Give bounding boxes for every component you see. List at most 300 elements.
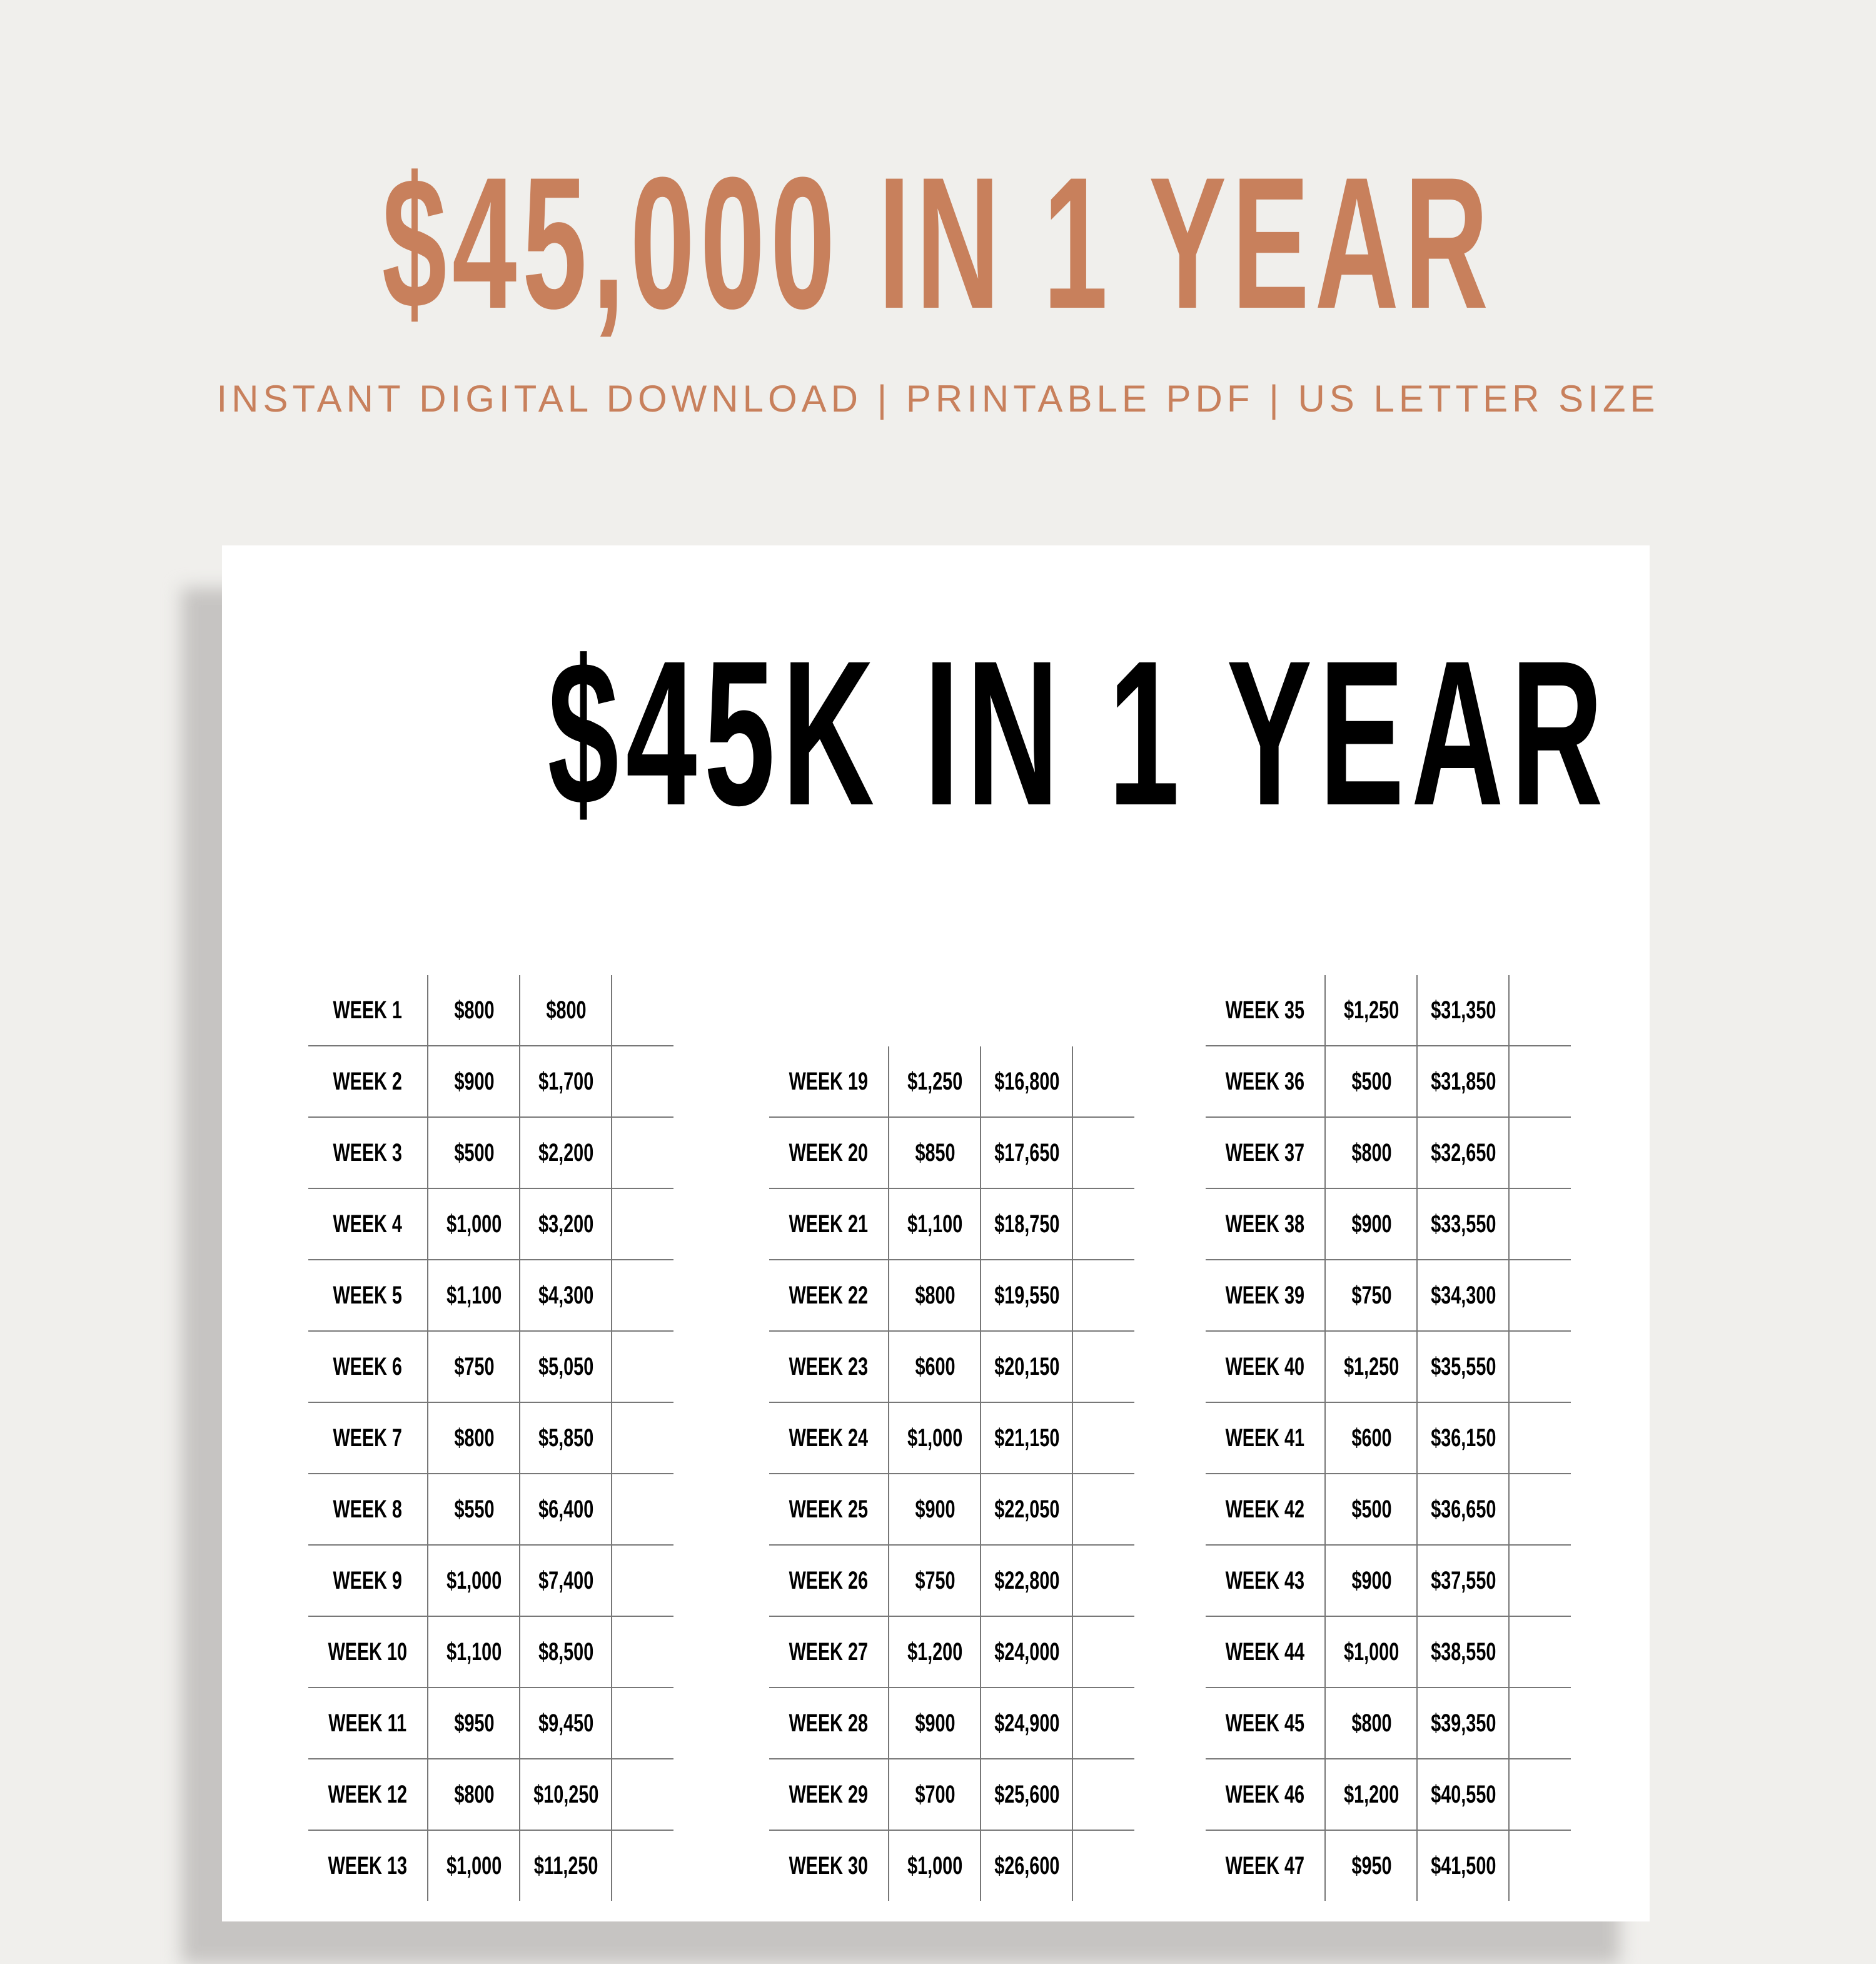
checkbox-cell[interactable]: [1508, 1260, 1572, 1330]
weekly-amount: [888, 1118, 981, 1188]
week-label: [769, 1403, 888, 1473]
running-total: [980, 1546, 1073, 1616]
weekly-amount: [1324, 1617, 1418, 1687]
running-total: [1416, 1831, 1510, 1901]
weekly-amount: [427, 1759, 520, 1830]
running-total-text: $6,400: [538, 1496, 594, 1523]
running-total-text: $3,200: [538, 1210, 594, 1238]
week-label-text: WEEK 5: [333, 1282, 403, 1309]
table-row: [769, 1403, 1134, 1474]
weekly-amount: [1324, 1759, 1418, 1830]
week-label: [769, 1260, 888, 1330]
checkbox-cell[interactable]: [1072, 1617, 1136, 1687]
week-label: [308, 1546, 427, 1616]
running-total: [1416, 1046, 1510, 1116]
running-total: [1416, 1617, 1510, 1687]
running-total: [980, 1759, 1073, 1830]
table-row: [769, 1474, 1134, 1546]
running-total: [1416, 1332, 1510, 1402]
weekly-amount-text: $900: [1351, 1567, 1392, 1594]
running-total: [519, 1617, 612, 1687]
week-label-text: WEEK 45: [1225, 1709, 1305, 1737]
weekly-amount-text: $1,100: [446, 1638, 502, 1666]
checkbox-cell[interactable]: [1072, 1546, 1136, 1616]
table-row: [769, 1046, 1134, 1118]
checkbox-cell[interactable]: [611, 1546, 675, 1616]
running-total: [1416, 1546, 1510, 1616]
running-total: [519, 1189, 612, 1259]
week-label: [769, 1046, 888, 1116]
table-row: [769, 1546, 1134, 1617]
weekly-amount: [888, 1403, 981, 1473]
week-label: [308, 1403, 427, 1473]
weekly-amount-text: $550: [454, 1496, 495, 1523]
table-row: [308, 1189, 673, 1260]
running-total-text: $19,550: [994, 1282, 1060, 1309]
running-total-text: $18,750: [994, 1210, 1060, 1238]
table-row: [1206, 1474, 1571, 1546]
running-total: [519, 1474, 612, 1544]
week-label-text: WEEK 42: [1225, 1496, 1305, 1523]
table-row: [1206, 1688, 1571, 1759]
week-label-text: WEEK 7: [333, 1424, 403, 1452]
week-label: [1206, 1617, 1324, 1687]
checkbox-cell[interactable]: [611, 1189, 675, 1259]
running-total: [519, 1332, 612, 1402]
checkbox-cell[interactable]: [611, 1046, 675, 1116]
week-label-text: WEEK 8: [333, 1496, 403, 1523]
weekly-amount: [1324, 1260, 1418, 1330]
week-label: [769, 1831, 888, 1901]
running-total-text: $9,450: [538, 1709, 594, 1737]
running-total-text: $800: [546, 996, 587, 1024]
running-total: [980, 1189, 1073, 1259]
week-label: [308, 1831, 427, 1901]
weekly-amount: [427, 1260, 520, 1330]
table-row: [769, 1831, 1134, 1902]
week-label: [308, 1617, 427, 1687]
table-row: [769, 1189, 1134, 1260]
week-label: [1206, 975, 1324, 1045]
checkbox-cell[interactable]: [1072, 1688, 1136, 1758]
week-label: [1206, 1189, 1324, 1259]
week-label-text: WEEK 35: [1225, 996, 1305, 1024]
weekly-amount-text: $800: [1351, 1709, 1392, 1737]
week-label-text: WEEK 4: [333, 1210, 403, 1238]
week-label: [1206, 1474, 1324, 1544]
running-total-text: $22,800: [994, 1567, 1060, 1594]
week-label-text: WEEK 19: [789, 1068, 869, 1095]
week-label: [769, 1617, 888, 1687]
week-label-text: WEEK 43: [1225, 1567, 1305, 1594]
checkbox-cell[interactable]: [1072, 1332, 1136, 1402]
weekly-amount: [1324, 1546, 1418, 1616]
week-label: [1206, 1403, 1324, 1473]
weekly-amount: [427, 1831, 520, 1901]
running-total-text: $7,400: [538, 1567, 594, 1594]
checkbox-cell[interactable]: [1508, 1546, 1572, 1616]
weekly-amount: [1324, 1189, 1418, 1259]
listing-subtitle-text: INSTANT DIGITAL DOWNLOAD | PRINTABLE PDF | US LETTER SIZE: [216, 378, 1660, 420]
checkbox-cell[interactable]: [1508, 1759, 1572, 1830]
weekly-amount-text: $950: [454, 1709, 495, 1737]
weekly-amount-text: $1,000: [446, 1567, 502, 1594]
running-total-text: $34,300: [1431, 1282, 1496, 1309]
running-total: [519, 1118, 612, 1188]
weekly-amount: [427, 1332, 520, 1402]
week-label: [1206, 1546, 1324, 1616]
running-total-text: $10,250: [533, 1781, 599, 1808]
checkbox-cell[interactable]: [611, 1260, 675, 1330]
weekly-amount-text: $500: [1351, 1068, 1392, 1095]
weekly-amount-text: $800: [454, 1781, 495, 1808]
running-total: [1416, 1759, 1510, 1830]
week-label: [1206, 1759, 1324, 1830]
checkbox-cell[interactable]: [1508, 1189, 1572, 1259]
weekly-amount: [1324, 1474, 1418, 1544]
table-row: [1206, 1118, 1571, 1189]
week-label: [1206, 1688, 1324, 1758]
weekly-amount: [427, 1617, 520, 1687]
weekly-amount-text: $900: [915, 1709, 956, 1737]
weekly-amount: [888, 1546, 981, 1616]
running-total: [519, 1759, 612, 1830]
week-label: [308, 1189, 427, 1259]
weekly-amount: [888, 1332, 981, 1402]
weekly-amount-text: $900: [1351, 1210, 1392, 1238]
table-row: [769, 1688, 1134, 1759]
week-label-text: WEEK 9: [333, 1567, 403, 1594]
week-label-text: WEEK 27: [789, 1638, 869, 1666]
weekly-amount-text: $1,250: [1344, 996, 1399, 1024]
weekly-amount: [427, 1688, 520, 1758]
week-label: [769, 1688, 888, 1758]
week-label-text: WEEK 13: [328, 1852, 408, 1880]
checkbox-cell[interactable]: [611, 1688, 675, 1758]
weekly-amount: [888, 1189, 981, 1259]
checkbox-cell[interactable]: [611, 1118, 675, 1188]
running-total-text: $26,600: [994, 1852, 1060, 1880]
week-label: [769, 1118, 888, 1188]
weekly-amount-text: $800: [1351, 1139, 1392, 1167]
weekly-amount-text: $900: [915, 1496, 956, 1523]
week-label-text: WEEK 11: [328, 1709, 407, 1737]
week-label-text: WEEK 46: [1225, 1781, 1305, 1808]
checkbox-cell[interactable]: [1508, 1332, 1572, 1402]
weekly-amount: [888, 1260, 981, 1330]
week-label-text: WEEK 37: [1225, 1139, 1305, 1167]
running-total-text: $39,350: [1431, 1709, 1496, 1737]
checkbox-cell[interactable]: [1072, 1403, 1136, 1473]
sheet-title-text: $45K IN 1 YEAR: [547, 617, 1610, 848]
running-total: [519, 1831, 612, 1901]
week-label-text: WEEK 1: [333, 996, 403, 1024]
week-label: [769, 1474, 888, 1544]
week-label: [308, 1688, 427, 1758]
running-total: [1416, 1189, 1510, 1259]
checkbox-cell[interactable]: [611, 1403, 675, 1473]
week-label: [308, 1759, 427, 1830]
running-total: [980, 1118, 1073, 1188]
table-row: [1206, 1759, 1571, 1831]
listing-subtitle: [0, 375, 1876, 423]
week-label-text: WEEK 41: [1225, 1424, 1305, 1452]
listing-title: [0, 136, 1876, 349]
printable-sheet: [222, 545, 1650, 1921]
week-label: [308, 1260, 427, 1330]
weekly-amount: [1324, 1403, 1418, 1473]
running-total: [519, 1688, 612, 1758]
listing-title-text: $45,000 IN 1 YEAR: [382, 138, 1494, 348]
table-row: [308, 1617, 673, 1688]
weekly-amount-text: $600: [915, 1353, 956, 1380]
checkbox-cell[interactable]: [1508, 1831, 1572, 1901]
running-total: [1416, 975, 1510, 1045]
week-label: [769, 1332, 888, 1402]
checkbox-cell[interactable]: [1072, 1118, 1136, 1188]
table-row: [769, 1759, 1134, 1831]
checkbox-cell[interactable]: [1508, 1688, 1572, 1758]
table-row: [308, 1403, 673, 1474]
weekly-amount-text: $1,000: [907, 1852, 963, 1880]
table-row: [308, 1546, 673, 1617]
weekly-amount: [427, 1403, 520, 1473]
checkbox-cell[interactable]: [611, 1831, 675, 1901]
week-label-text: WEEK 6: [333, 1353, 403, 1380]
table-row: [308, 1332, 673, 1403]
running-total-text: $22,050: [994, 1496, 1060, 1523]
running-total-text: $24,900: [994, 1709, 1060, 1737]
weekly-amount: [427, 1189, 520, 1259]
running-total-text: $25,600: [994, 1781, 1060, 1808]
table-row: [308, 975, 673, 1046]
weekly-amount-text: $1,250: [907, 1068, 963, 1095]
running-total-text: $32,650: [1431, 1139, 1496, 1167]
weekly-amount: [888, 1617, 981, 1687]
running-total-text: $31,350: [1431, 996, 1496, 1024]
weekly-amount-text: $1,100: [446, 1282, 502, 1309]
week-label-text: WEEK 21: [789, 1210, 869, 1238]
running-total: [980, 1831, 1073, 1901]
weekly-amount: [1324, 1332, 1418, 1402]
checkbox-cell[interactable]: [1508, 1118, 1572, 1188]
weekly-amount: [1324, 1118, 1418, 1188]
checkbox-cell[interactable]: [1508, 1046, 1572, 1116]
running-total: [519, 1403, 612, 1473]
weekly-amount: [1324, 975, 1418, 1045]
running-total-text: $20,150: [994, 1353, 1060, 1380]
week-label-text: WEEK 25: [789, 1496, 869, 1523]
running-total-text: $37,550: [1431, 1567, 1496, 1594]
running-total-text: $17,650: [994, 1139, 1060, 1167]
checkbox-cell[interactable]: [1072, 1759, 1136, 1830]
running-total: [1416, 1118, 1510, 1188]
running-total: [980, 1046, 1073, 1116]
week-label-text: WEEK 24: [789, 1424, 869, 1452]
week-label: [1206, 1260, 1324, 1330]
checkbox-cell[interactable]: [1072, 1260, 1136, 1330]
week-label-text: WEEK 44: [1225, 1638, 1305, 1666]
weekly-amount-text: $1,200: [907, 1638, 963, 1666]
week-label: [1206, 1831, 1324, 1901]
weekly-amount-text: $1,000: [907, 1424, 963, 1452]
table-row: [1206, 1403, 1571, 1474]
running-total-text: $21,150: [994, 1424, 1060, 1452]
weekly-amount-text: $900: [454, 1068, 495, 1095]
week-label-text: WEEK 38: [1225, 1210, 1305, 1238]
table-row: [1206, 1260, 1571, 1332]
week-label-text: WEEK 10: [328, 1638, 408, 1666]
weekly-amount-text: $750: [915, 1567, 956, 1594]
week-label: [308, 1474, 427, 1544]
weekly-amount-text: $1,000: [446, 1210, 502, 1238]
running-total-text: $1,700: [538, 1068, 594, 1095]
checkbox-cell[interactable]: [1072, 1046, 1136, 1116]
checkbox-cell[interactable]: [611, 1759, 675, 1830]
week-label-text: WEEK 23: [789, 1353, 869, 1380]
checkbox-cell[interactable]: [1072, 1189, 1136, 1259]
checkbox-cell[interactable]: [1072, 1831, 1136, 1901]
week-label: [1206, 1118, 1324, 1188]
checkbox-cell[interactable]: [611, 975, 675, 1045]
week-label: [769, 1189, 888, 1259]
week-label-text: WEEK 2: [333, 1068, 403, 1095]
week-label: [308, 975, 427, 1045]
week-label-text: WEEK 36: [1225, 1068, 1305, 1095]
checkbox-cell[interactable]: [1508, 1474, 1572, 1544]
week-label: [1206, 1046, 1324, 1116]
week-label: [769, 1759, 888, 1830]
weekly-amount: [427, 1474, 520, 1544]
running-total-text: $33,550: [1431, 1210, 1496, 1238]
table-row: [1206, 1189, 1571, 1260]
running-total: [980, 1688, 1073, 1758]
tracker-column-1: [308, 975, 673, 1902]
weekly-amount-text: $800: [915, 1282, 956, 1309]
checkbox-cell[interactable]: [611, 1474, 675, 1544]
table-row: [769, 1617, 1134, 1688]
table-row: [769, 1118, 1134, 1189]
weekly-amount: [1324, 1831, 1418, 1901]
checkbox-cell[interactable]: [1072, 1474, 1136, 1544]
table-row: [769, 1332, 1134, 1403]
table-row: [308, 1688, 673, 1759]
weekly-amount-text: $800: [454, 1424, 495, 1452]
running-total-text: $36,650: [1431, 1496, 1496, 1523]
weekly-amount: [888, 1688, 981, 1758]
running-total-text: $31,850: [1431, 1068, 1496, 1095]
weekly-amount-text: $700: [915, 1781, 956, 1808]
weekly-amount-text: $1,000: [1344, 1638, 1399, 1666]
table-row: [308, 1759, 673, 1831]
table-row: [1206, 1617, 1571, 1688]
tracker-column-3: [1206, 975, 1571, 1902]
weekly-amount-text: $750: [1351, 1282, 1392, 1309]
running-total-text: $8,500: [538, 1638, 594, 1666]
checkbox-cell[interactable]: [611, 1617, 675, 1687]
week-label-text: WEEK 30: [789, 1852, 869, 1880]
running-total: [980, 1474, 1073, 1544]
checkbox-cell[interactable]: [1508, 1617, 1572, 1687]
weekly-amount: [888, 1759, 981, 1830]
checkbox-cell[interactable]: [1508, 1403, 1572, 1473]
week-label-text: WEEK 40: [1225, 1353, 1305, 1380]
running-total-text: $4,300: [538, 1282, 594, 1309]
running-total: [1416, 1688, 1510, 1758]
table-row: [1206, 1046, 1571, 1118]
week-label-text: WEEK 29: [789, 1781, 869, 1808]
running-total: [1416, 1474, 1510, 1544]
weekly-amount-text: $500: [454, 1139, 495, 1167]
week-label: [769, 1546, 888, 1616]
tracker-column-2: [769, 1046, 1134, 1902]
weekly-amount-text: $1,200: [1344, 1781, 1399, 1808]
table-row: [308, 1260, 673, 1332]
week-label: [308, 1046, 427, 1116]
table-row: [1206, 975, 1571, 1046]
table-row: [308, 1046, 673, 1118]
checkbox-cell[interactable]: [611, 1332, 675, 1402]
week-label-text: WEEK 26: [789, 1567, 869, 1594]
week-label: [308, 1118, 427, 1188]
week-label: [1206, 1332, 1324, 1402]
running-total-text: $38,550: [1431, 1638, 1496, 1666]
weekly-amount-text: $800: [454, 996, 495, 1024]
weekly-amount-text: $950: [1351, 1852, 1392, 1880]
table-row: [1206, 1831, 1571, 1902]
weekly-amount: [888, 1474, 981, 1544]
running-total-text: $16,800: [994, 1068, 1060, 1095]
running-total-text: $41,500: [1431, 1852, 1496, 1880]
running-total-text: $40,550: [1431, 1781, 1496, 1808]
weekly-amount: [1324, 1688, 1418, 1758]
running-total-text: $24,000: [994, 1638, 1060, 1666]
checkbox-cell[interactable]: [1508, 975, 1572, 1045]
running-total-text: $35,550: [1431, 1353, 1496, 1380]
week-label-text: WEEK 12: [328, 1781, 408, 1808]
weekly-amount: [888, 1831, 981, 1901]
week-label-text: WEEK 47: [1225, 1852, 1305, 1880]
running-total: [980, 1260, 1073, 1330]
running-total: [980, 1617, 1073, 1687]
week-label: [308, 1332, 427, 1402]
running-total: [1416, 1403, 1510, 1473]
running-total: [980, 1332, 1073, 1402]
weekly-amount: [427, 1118, 520, 1188]
running-total-text: $5,050: [538, 1353, 594, 1380]
table-row: [1206, 1332, 1571, 1403]
week-label-text: WEEK 22: [789, 1282, 869, 1309]
week-label-text: WEEK 28: [789, 1709, 869, 1737]
week-label-text: WEEK 3: [333, 1139, 403, 1167]
table-row: [308, 1474, 673, 1546]
week-label-text: WEEK 39: [1225, 1282, 1305, 1309]
table-row: [1206, 1546, 1571, 1617]
weekly-amount-text: $750: [454, 1353, 495, 1380]
sheet-title: [222, 617, 1650, 848]
weekly-amount: [888, 1046, 981, 1116]
running-total-text: $5,850: [538, 1424, 594, 1452]
weekly-amount-text: $600: [1351, 1424, 1392, 1452]
table-row: [308, 1118, 673, 1189]
weekly-amount: [1324, 1046, 1418, 1116]
running-total: [519, 1260, 612, 1330]
weekly-amount-text: $1,000: [446, 1852, 502, 1880]
weekly-amount-text: $1,100: [907, 1210, 963, 1238]
weekly-amount: [427, 1546, 520, 1616]
running-total-text: $11,250: [534, 1852, 598, 1880]
table-row: [308, 1831, 673, 1902]
